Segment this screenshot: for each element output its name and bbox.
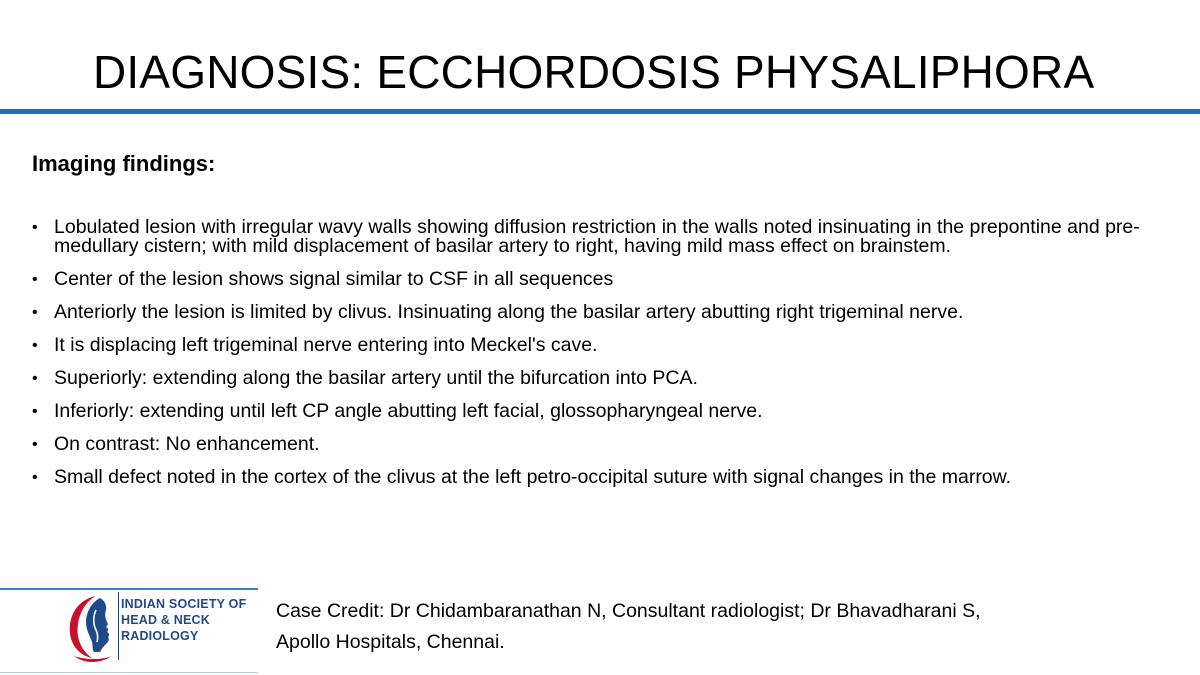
title-divider <box>0 109 1200 114</box>
list-item <box>32 435 1182 454</box>
society-logo <box>66 588 256 668</box>
list-item <box>32 468 1182 487</box>
credit-line: Apollo Hospitals, Chennai. <box>276 631 505 653</box>
list-item <box>32 270 1182 289</box>
finding-text: It is displacing left trigeminal nerve entering into Meckel's cave. <box>54 334 598 356</box>
logo-text-line: INDIAN SOCIETY OF <box>121 597 247 611</box>
slide-title: DIAGNOSIS: ECCHORDOSIS PHYSALIPHORA <box>93 46 1095 98</box>
finding-text: Inferiorly: extending until left CP angle abutting left facial, glossopharyngeal nerve. <box>54 400 763 422</box>
bullet-icon: • <box>32 337 38 354</box>
logo-text-line: HEAD & NECK <box>121 613 211 627</box>
logo-text-line: RADIOLOGY <box>121 629 199 643</box>
finding-text: Lobulated lesion with irregular wavy walls showing diffusion restriction in the walls noted insinuating in the prepontine and pre-medullary cistern; with mild displacement of basilar artery to right, having mild mass effect on brainstem. <box>54 216 1140 257</box>
bullet-icon: • <box>32 304 38 321</box>
credit-line: Case Credit: Dr Chidambaranathan N, Consultant radiologist; Dr Bhavadharani S, <box>276 600 981 622</box>
bullet-icon: • <box>32 219 38 236</box>
head-profile-logo-icon <box>66 590 118 664</box>
bullet-icon: • <box>32 403 38 420</box>
bullet-icon: • <box>32 271 38 288</box>
list-item <box>32 369 1182 388</box>
bullet-icon: • <box>32 370 38 387</box>
list-item <box>32 303 1182 322</box>
finding-text: Superiorly: extending along the basilar artery until the bifurcation into PCA. <box>54 367 698 389</box>
list-item <box>32 402 1182 421</box>
case-credit <box>276 596 1156 658</box>
list-item <box>32 218 1182 256</box>
footer-divider-bottom <box>0 672 258 673</box>
list-item <box>32 336 1182 355</box>
section-heading: Imaging findings: <box>32 151 216 176</box>
bullet-icon: • <box>32 469 38 486</box>
finding-text: Center of the lesion shows signal similar to CSF in all sequences <box>54 268 614 290</box>
logo-text <box>121 596 261 644</box>
logo-divider <box>118 592 119 660</box>
finding-text: Anteriorly the lesion is limited by clivus. Insinuating along the basilar artery abutting right trigeminal nerve. <box>54 301 964 323</box>
finding-text: On contrast: No enhancement. <box>54 433 320 455</box>
findings-list <box>32 218 1182 501</box>
finding-text: Small defect noted in the cortex of the clivus at the left petro-occipital suture with signal changes in the marrow. <box>54 466 1012 488</box>
bullet-icon: • <box>32 436 38 453</box>
